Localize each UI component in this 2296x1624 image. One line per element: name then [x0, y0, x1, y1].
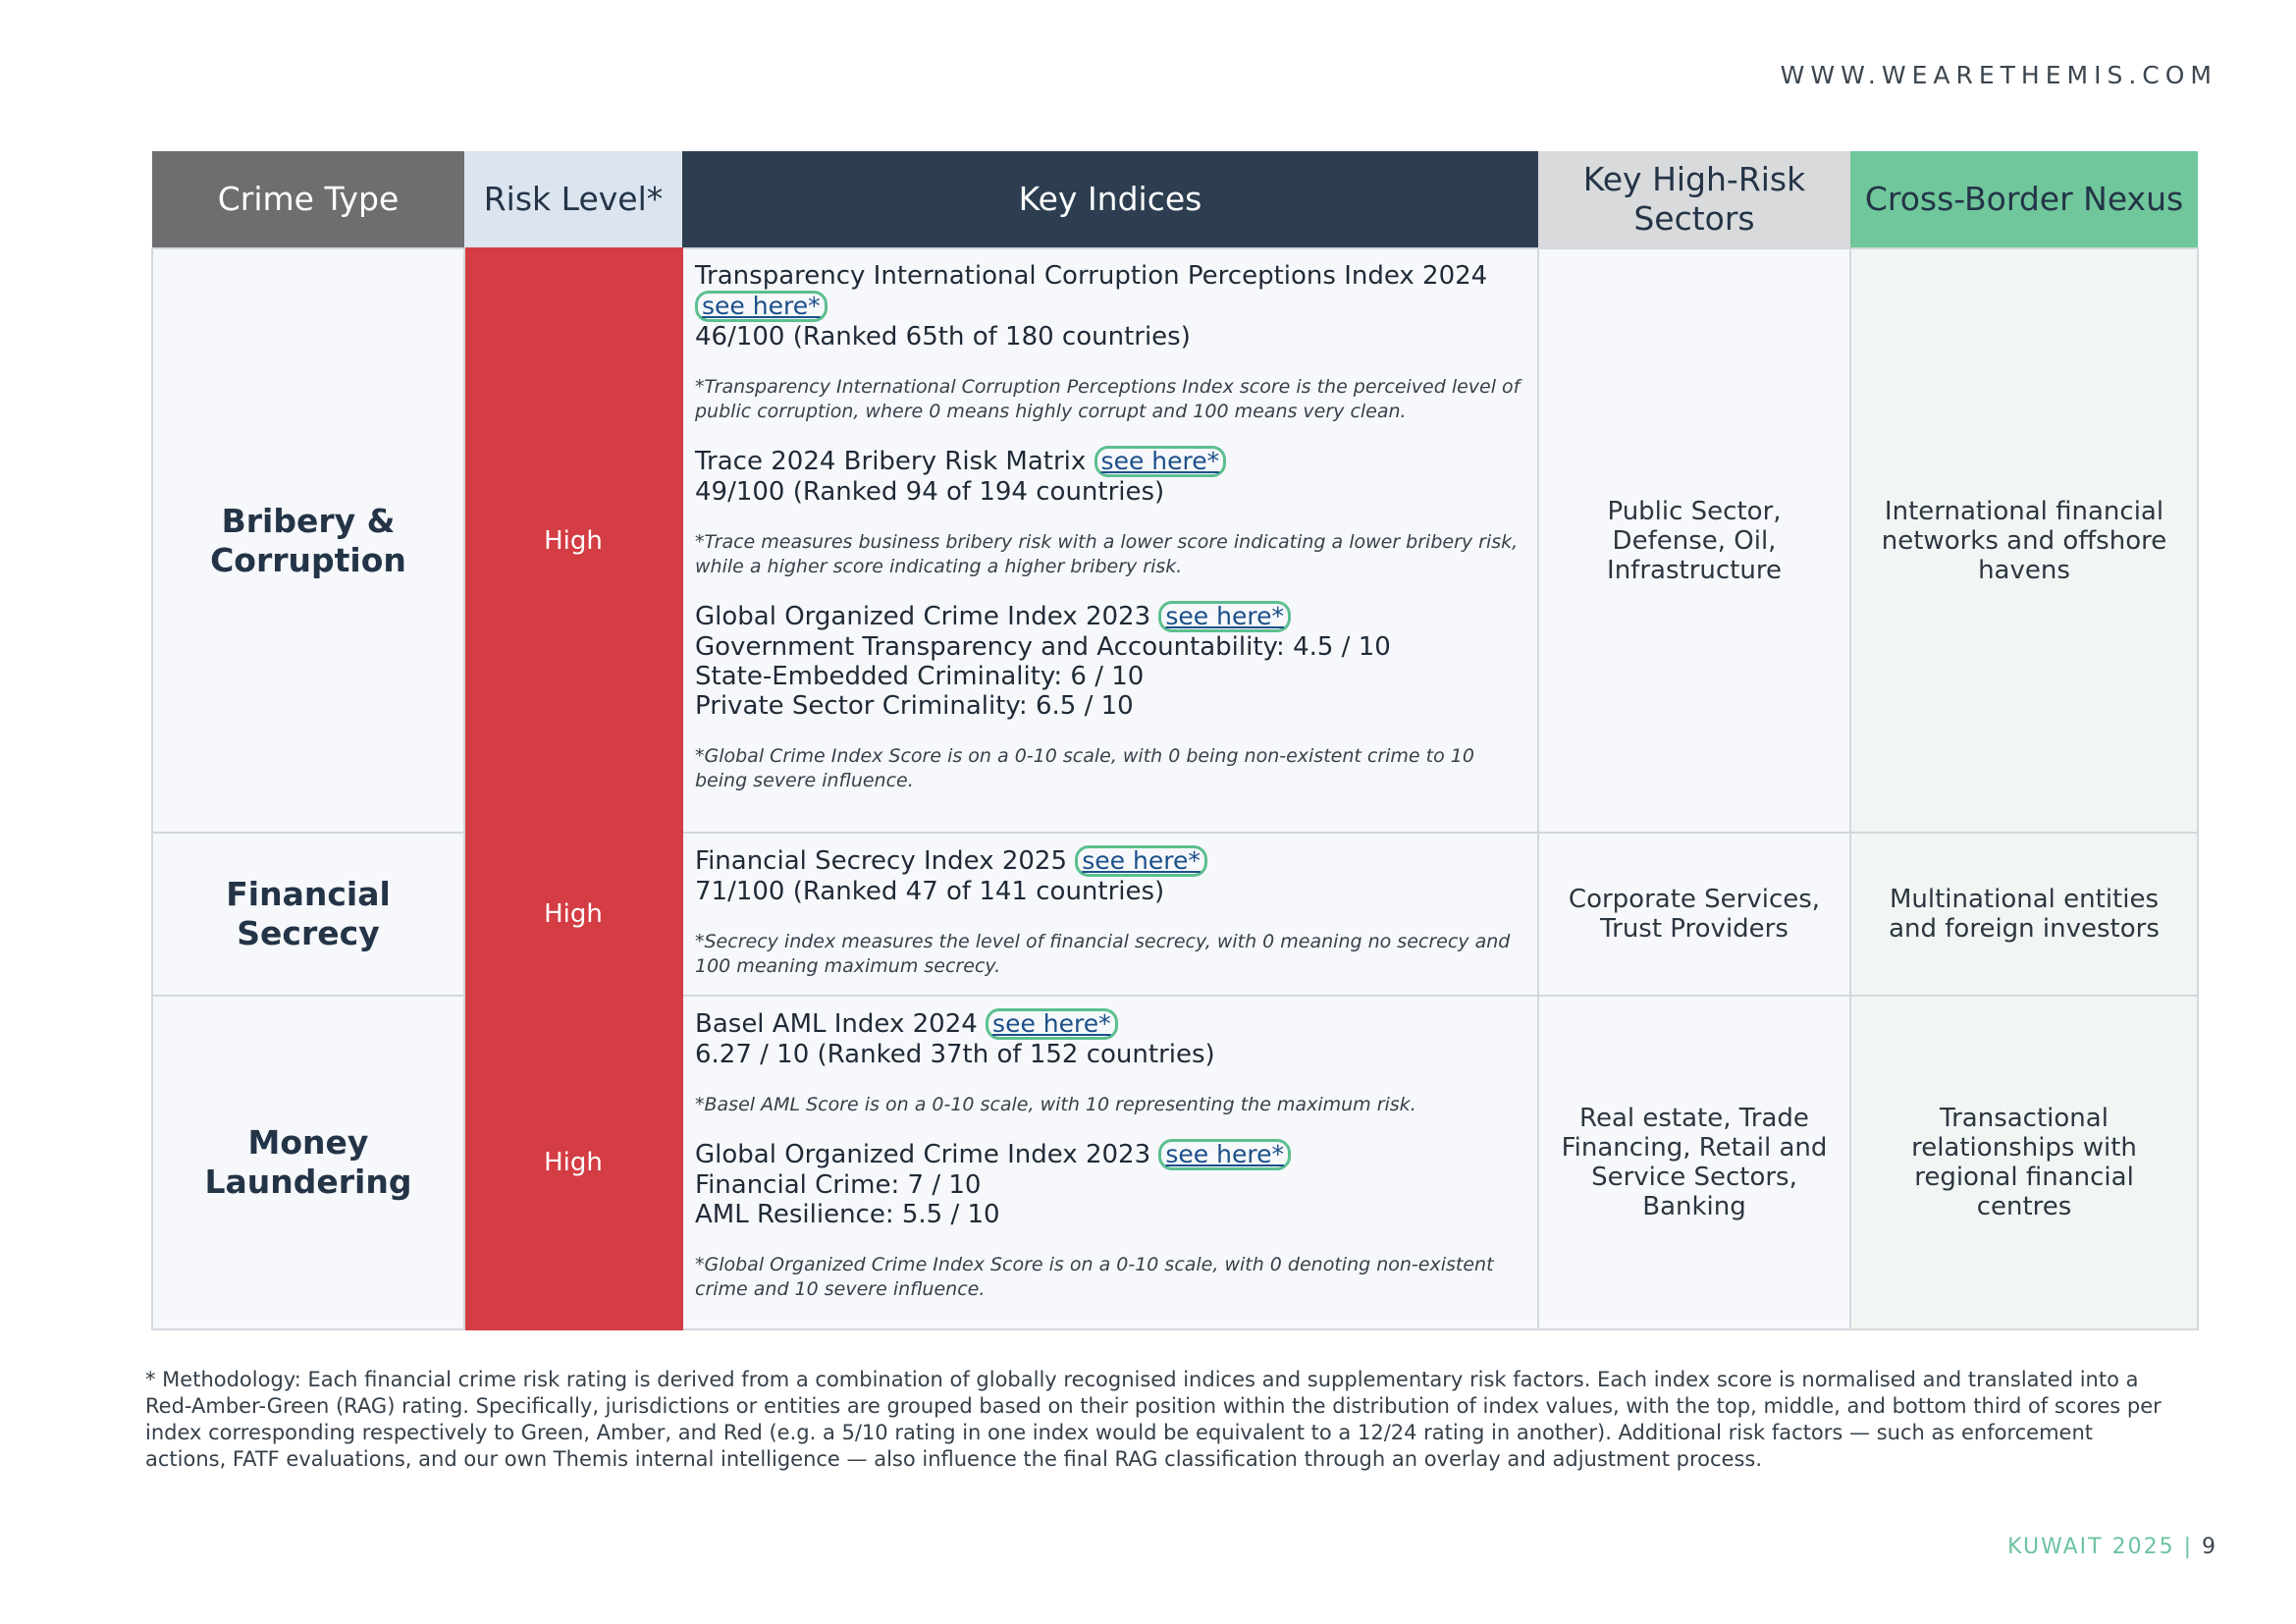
- index-value: Government Transparency and Accountability: 4.5 / 10: [695, 632, 1391, 662]
- header-key-indices: Key Indices: [682, 151, 1538, 248]
- index-value: AML Resilience: 5.5 / 10: [695, 1200, 1000, 1229]
- risk-table: [151, 151, 2199, 1330]
- table-header-row: [152, 151, 2198, 248]
- see-here-link[interactable]: see here*: [1158, 1139, 1291, 1170]
- risk-level-badge: High: [464, 248, 682, 833]
- key-sectors-cell: Public Sector, Defense, Oil, Infrastructure: [1538, 248, 1850, 833]
- index-entry: [695, 845, 1525, 979]
- index-value: Private Sector Criminality: 6.5 / 10: [695, 691, 1134, 721]
- index-value: Financial Crime: 7 / 10: [695, 1170, 982, 1200]
- footer-separator: |: [2183, 1535, 2193, 1559]
- index-value: 49/100 (Ranked 94 of 194 countries): [695, 477, 1165, 507]
- key-indices-cell: [682, 996, 1538, 1329]
- cross-border-cell: Multinational entities and foreign investors: [1850, 833, 2198, 996]
- index-entry: [695, 261, 1525, 424]
- index-note: *Trace measures business bribery risk with a lower score indicating a lower bribery risk, while a higher score indicating a higher bribery risk.: [695, 531, 1519, 577]
- cross-border-cell: Transactional relationships with regional financial centres: [1850, 996, 2198, 1329]
- risk-level-badge: High: [464, 996, 682, 1329]
- table-row: [152, 248, 2198, 833]
- index-entry: [695, 1008, 1525, 1117]
- crime-type-cell: Money Laundering: [152, 996, 464, 1329]
- index-entry: [695, 446, 1525, 579]
- index-value: State-Embedded Criminality: 6 / 10: [695, 662, 1145, 691]
- index-title: Global Organized Crime Index 2023 see here*: [695, 1139, 1525, 1170]
- page-number: 9: [2202, 1535, 2217, 1559]
- index-entry: [695, 601, 1525, 793]
- index-note: *Global Crime Index Score is on a 0-10 scale, with 0 being non-existent crime to 10 being severe influence.: [695, 745, 1474, 791]
- index-title: Financial Secrecy Index 2025 see here*: [695, 845, 1525, 877]
- index-title: Transparency International Corruption Perceptions Index 2024 see here*: [695, 261, 1488, 320]
- crime-type-cell: Bribery & Corruption: [152, 248, 464, 833]
- index-note: *Global Organized Crime Index Score is on a 0-10 scale, with 0 denoting non-existent crime and 10 severe influence.: [695, 1254, 1494, 1300]
- header-key-sectors: Key High-Risk Sectors: [1538, 151, 1850, 248]
- table-row: [152, 833, 2198, 996]
- header-cross-border: Cross-Border Nexus: [1850, 151, 2198, 248]
- table-row: [152, 996, 2198, 1329]
- index-note: *Secrecy index measures the level of financial secrecy, with 0 meaning no secrecy and 100 meaning maximum secrecy.: [695, 931, 1511, 977]
- see-here-link[interactable]: see here*: [1095, 446, 1227, 477]
- index-value: 6.27 / 10 (Ranked 37th of 152 countries): [695, 1040, 1215, 1069]
- index-value: 46/100 (Ranked 65th of 180 countries): [695, 322, 1191, 352]
- header-risk-level: Risk Level*: [464, 151, 682, 248]
- header-crime-type: Crime Type: [152, 151, 464, 248]
- site-url[interactable]: WWW.WEARETHEMIS.COM: [1780, 61, 2217, 89]
- methodology-note: * Methodology: Each financial crime risk rating is derived from a combination of globally recognised indices and supplementary risk factors. Each index score is normalised and translated into a Red-Amber-Green (RAG) rating. Specifically, jurisdictions or entities are grouped based on their position within the distribution of index values, with the top, middle, and bottom third of scores per index corresponding respectively to Green, Amber, and Red (e.g. a 5/10 rating in one index would be equivalent to a 12/24 rating in another). Additional risk factors — such as enforcement actions, FATF evaluations, and our own Themis internal intelligence — also influence the final RAG classification through an overlay and adjustment process.: [145, 1368, 2162, 1471]
- index-note: *Basel AML Score is on a 0-10 scale, with 10 representing the maximum risk.: [695, 1094, 1416, 1115]
- key-sectors-cell: Real estate, Trade Financing, Retail and Service Sectors, Banking: [1538, 996, 1850, 1329]
- cross-border-cell: International financial networks and offshore havens: [1850, 248, 2198, 833]
- index-title: Trace 2024 Bribery Risk Matrix see here*: [695, 446, 1525, 477]
- index-value: 71/100 (Ranked 47 of 141 countries): [695, 877, 1165, 906]
- footer-country-year: KUWAIT 2025: [2007, 1535, 2175, 1559]
- see-here-link[interactable]: see here*: [1075, 845, 1207, 877]
- crime-type-cell: Financial Secrecy: [152, 833, 464, 996]
- index-note: *Transparency International Corruption Perceptions Index score is the perceived level of public corruption, where 0 means highly corrupt and 100 means very clean.: [695, 376, 1521, 422]
- page-footer: [2007, 1535, 2217, 1559]
- key-sectors-cell: Corporate Services, Trust Providers: [1538, 833, 1850, 996]
- see-here-link[interactable]: see here*: [986, 1008, 1118, 1040]
- index-title: Basel AML Index 2024 see here*: [695, 1008, 1525, 1040]
- see-here-link[interactable]: see here*: [695, 291, 828, 322]
- risk-level-badge: High: [464, 833, 682, 996]
- index-title: Global Organized Crime Index 2023 see here*: [695, 601, 1525, 632]
- key-indices-cell: [682, 833, 1538, 996]
- index-entry: [695, 1139, 1525, 1302]
- see-here-link[interactable]: see here*: [1158, 601, 1291, 632]
- key-indices-cell: [682, 248, 1538, 833]
